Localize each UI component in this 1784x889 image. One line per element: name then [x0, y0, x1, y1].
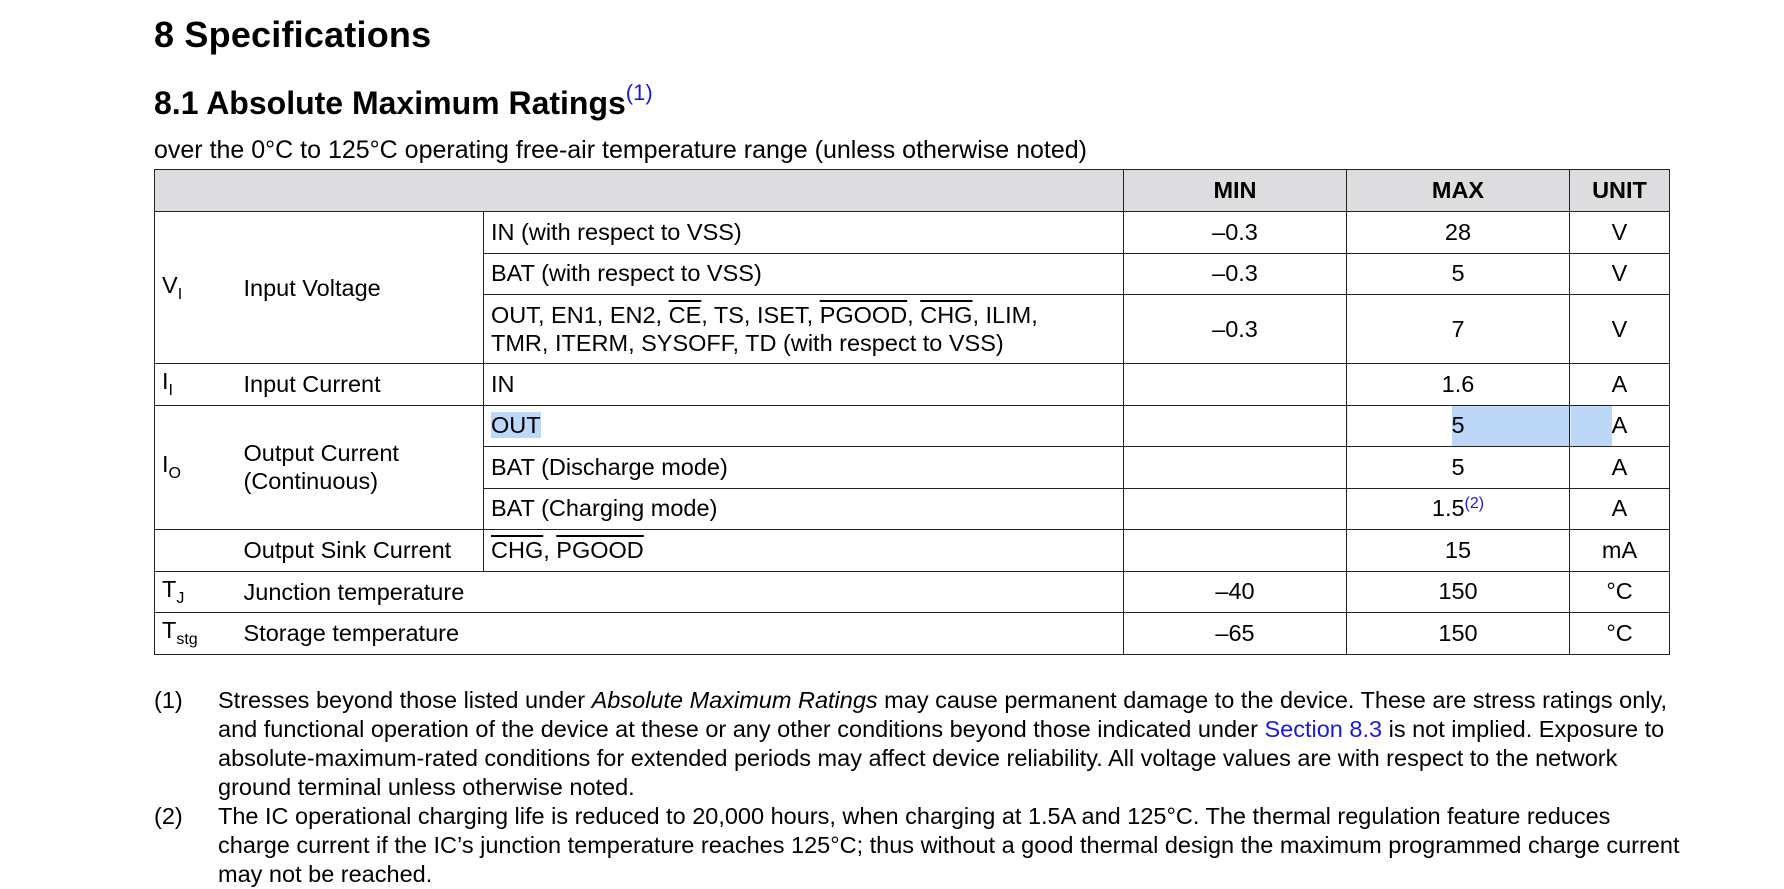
table-header-row — [155, 170, 1670, 212]
max-cell: 150 — [1347, 571, 1570, 613]
footnote-1-mark: (1) — [154, 687, 183, 713]
symbol-tstg: $T_{stg}$ — [155, 613, 237, 655]
footnote-2-text: The IC operational charging life is reduced to 20,000 hours, when charging at 1.5A and 125°C. The thermal regulation feature reduces charge current if the IC’s junction temperature reaches 125°C; thus without a good thermal design the maximum programmed charge current may not be reached. — [218, 803, 1680, 887]
symbol-io: $I_O$ — [155, 405, 237, 530]
unit-cell: A — [1570, 488, 1670, 530]
max-cell: 15 — [1347, 530, 1570, 572]
header-blank — [155, 170, 1124, 212]
section-heading: 8 Specifications — [154, 14, 432, 55]
unit-cell: A — [1570, 364, 1670, 406]
table-row — [155, 530, 1670, 572]
max-cell: 28 — [1347, 212, 1570, 254]
desc-output-sink-current: Output Sink Current — [237, 530, 484, 572]
min-cell: –0.3 — [1124, 253, 1347, 295]
min-cell: –40 — [1124, 571, 1347, 613]
footnote-1 — [154, 686, 1684, 802]
min-cell: –65 — [1124, 613, 1347, 655]
max-cell: 150 — [1347, 613, 1570, 655]
unit-cell: V — [1570, 295, 1670, 364]
min-cell: –0.3 — [1124, 295, 1347, 364]
min-cell: –0.3 — [1124, 212, 1347, 254]
footnotes — [154, 686, 1684, 889]
text-selection: OUT — [491, 412, 541, 439]
param-cell: $\overline{CHG}$, PGOOD — [484, 530, 1124, 572]
unit-cell: A — [1570, 447, 1670, 489]
footnote-1-text: Stresses beyond those listed under Absolute Maximum Ratings may cause permanent damage to the device. These are stress ratings only, and functional operation of the device at these or any other conditions beyond those indicated under Section 8.3 is not implied. Exposure to absolute-maximum-rated conditions for extended periods may affect device reliability. All voltage values are with respect to the network ground terminal unless otherwise noted. — [218, 687, 1668, 800]
table-row — [155, 613, 1670, 655]
param-cell: BAT (Charging mode) — [484, 488, 1124, 530]
min-cell — [1124, 488, 1347, 530]
max-cell: 5 — [1347, 253, 1570, 295]
desc-output-current: Output Current (Continuous) — [237, 405, 484, 530]
min-cell — [1124, 530, 1347, 572]
desc-input-current: Input Current — [237, 364, 484, 406]
unit-cell: V — [1570, 212, 1670, 254]
section-8-3-link[interactable]: Section 8.3 — [1264, 716, 1383, 742]
table-row — [155, 212, 1670, 254]
min-cell — [1124, 447, 1347, 489]
footnote-2-ref[interactable]: (2) — [1464, 495, 1485, 513]
footnote-1-ref[interactable]: (1) — [625, 80, 653, 105]
unit-cell-selected[interactable]: A — [1570, 405, 1670, 447]
header-unit: UNIT — [1570, 170, 1670, 212]
desc-junction-temperature: Junction temperature — [237, 571, 1124, 613]
param-cell-multi: OUT, EN1, EN2, $\overline{CE}$, TS, ISET, PGOOD, $\overline{CHG}$, ILIM, TMR, ITERM, SYSOFF, TD (with respect to VSS) — [484, 295, 1124, 364]
table-row — [155, 571, 1670, 613]
symbol-ii: $I_I$ — [155, 364, 237, 406]
ratings-table — [154, 169, 1670, 655]
symbol-vi: $V_I$ — [155, 212, 237, 364]
max-cell: 7 — [1347, 295, 1570, 364]
symbol-sink — [155, 530, 237, 572]
min-cell — [1124, 405, 1347, 447]
max-cell-selected[interactable] — [1347, 405, 1570, 447]
subsection-title: 8.1 Absolute Maximum Ratings — [154, 85, 626, 121]
footnote-2 — [154, 802, 1684, 889]
max-cell: 1.5$^{(2)}$ — [1347, 488, 1570, 530]
unit-cell: mA — [1570, 530, 1670, 572]
subsection-heading — [154, 80, 653, 122]
param-cell: BAT (Discharge mode) — [484, 447, 1124, 489]
desc-input-voltage: Input Voltage — [237, 212, 484, 364]
footnote-2-mark: (2) — [154, 803, 183, 829]
table-row — [155, 405, 1670, 447]
table-row — [155, 364, 1670, 406]
header-min: MIN — [1124, 170, 1347, 212]
min-cell — [1124, 364, 1347, 406]
param-cell-selected[interactable] — [484, 405, 1124, 447]
header-max: MAX — [1347, 170, 1570, 212]
unit-cell: °C — [1570, 571, 1670, 613]
param-cell: BAT (with respect to VSS) — [484, 253, 1124, 295]
max-value: 5 — [1451, 412, 1465, 439]
param-cell: IN — [484, 364, 1124, 406]
symbol-tj: $T_J$ — [155, 571, 237, 613]
desc-storage-temperature: Storage temperature — [237, 613, 1124, 655]
condition-note: over the 0°C to 125°C operating free-air temperature range (unless otherwise noted) — [154, 136, 1087, 164]
max-cell: 5 — [1347, 447, 1570, 489]
unit-cell: °C — [1570, 613, 1670, 655]
unit-cell: V — [1570, 253, 1670, 295]
max-cell: 1.6 — [1347, 364, 1570, 406]
param-cell: IN (with respect to VSS) — [484, 212, 1124, 254]
